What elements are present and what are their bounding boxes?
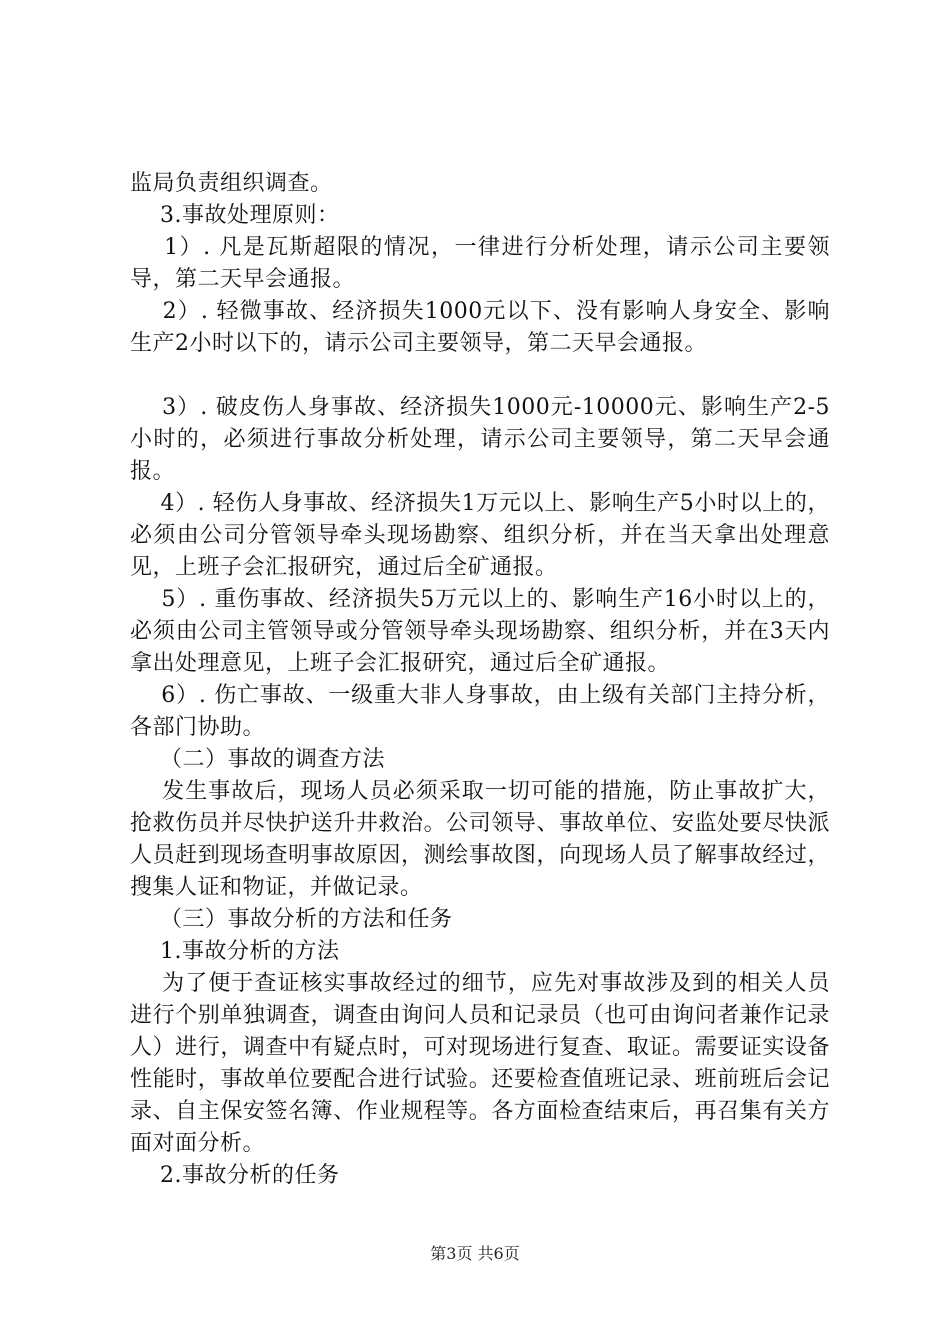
paragraph-investigation: 发生事故后，现场人员必须采取一切可能的措施，防止事故扩大，抢救伤员并尽快护送升井救治。公司领导、事故单位、安监处要尽快派人员赶到现场查明事故原因，测绘事故图，向现场人员了解事故经过，搜集人证和物证，并做记录。 [130, 779, 830, 900]
principle-item-2: 2）. 轻微事故、经济损失1000元以下、没有影响人身安全、影响生产2小时以下的，请示公司主要领导，第二天早会通报。 [130, 299, 830, 356]
principle-item-6: 6）. 伤亡事故、一级重大非人身事故，由上级有关部门主持分析，各部门协助。 [130, 683, 830, 740]
subheading-analysis-task: 2.事故分析的任务 [130, 1163, 340, 1188]
section-heading-investigation: （二）事故的调查方法 [130, 747, 385, 772]
principle-item-1: 1）. 凡是瓦斯超限的情况，一律进行分析处理，请示公司主要领导，第二天早会通报。 [130, 235, 830, 292]
section-heading-analysis: （三）事故分析的方法和任务 [130, 907, 453, 932]
document-body [130, 168, 830, 1192]
paragraph-analysis-method: 为了便于查证核实事故经过的细节，应先对事故涉及到的相关人员进行个别单独调查，调查由询问人员和记录员（也可由询问者兼作记录人）进行，调查中有疑点时，可对现场进行复查、取证。需要证实设备性能时，事故单位要配合进行试验。还要检查值班记录、班前班后会记录、自主保安签名簿、作业规程等。各方面检查结束后，再召集有关方面对面分析。 [130, 971, 830, 1156]
principle-item-3: 3）. 破皮伤人身事故、经济损失1000元-10000元、影响生产2-5小时的，必须进行事故分析处理，请示公司主要领导，第二天早会通报。 [130, 395, 830, 484]
principle-item-5: 5）. 重伤事故、经济损失5万元以上的、影响生产16小时以上的，必须由公司主管领导或分管领导牵头现场勘察、组织分析，并在3天内拿出处理意见，上班子会汇报研究，通过后全矿通报。 [130, 587, 830, 676]
principle-item-4: 4）. 轻伤人身事故、经济损失1万元以上、影响生产5小时以上的，必须由公司分管领导牵头现场勘察、组织分析，并在当天拿出处理意见，上班子会汇报研究，通过后全矿通报。 [130, 491, 830, 580]
blank-line [130, 360, 830, 392]
heading-principles: 3.事故处理原则： [130, 203, 340, 228]
subheading-analysis-method: 1.事故分析的方法 [130, 939, 340, 964]
page-footer: 第3页 共6页 [430, 1244, 520, 1263]
paragraph-continuation: 监局负责组织调查。 [130, 171, 333, 196]
